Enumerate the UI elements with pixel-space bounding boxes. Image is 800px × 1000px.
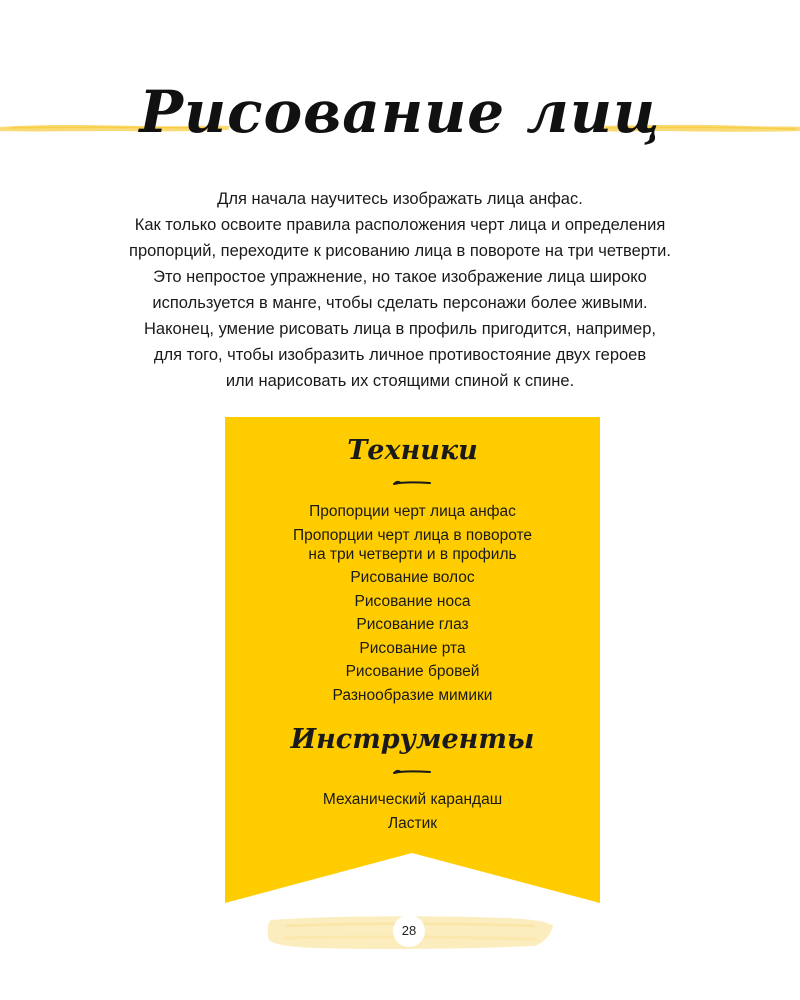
list-item	[225, 526, 600, 564]
intro-line: Это непростое упражнение, но такое изображение лица широко	[153, 268, 647, 286]
list-item-line: Пропорции черт лица в повороте	[292, 526, 533, 544]
intro-line: или нарисовать их стоящими спиной к спине.	[225, 372, 575, 390]
flourish-icon	[392, 479, 432, 487]
info-banner	[225, 417, 600, 903]
list-item: Разнообразие мимики	[332, 686, 493, 704]
tools-list	[225, 790, 600, 837]
list-item: Рисование бровей	[345, 663, 480, 680]
intro-line: Наконец, умение рисовать лица в профиль пригодится, например,	[144, 320, 656, 338]
intro-line: используется в манге, чтобы сделать персонажи более живыми.	[152, 294, 648, 312]
list-item: Рисование носа	[354, 592, 471, 610]
techniques-heading: Техники	[347, 435, 478, 466]
intro-line: Как только освоите правила расположения черт лица и определения	[134, 216, 666, 234]
tools-heading: Инструменты	[290, 724, 535, 755]
techniques-list	[225, 502, 600, 709]
intro-line: для того, чтобы изобразить личное противостояние двух героев	[153, 346, 647, 364]
intro-line: пропорций, переходите к рисованию лица в повороте на три четверти.	[129, 242, 671, 260]
page-number: 28	[393, 915, 425, 947]
list-item-line: на три четверти и в профиль	[308, 545, 517, 563]
intro-line: Для начала научитесь изображать лица анфас.	[217, 190, 583, 208]
page-title: Рисование лиц	[139, 78, 661, 146]
list-item: Рисование глаз	[356, 616, 469, 633]
list-item: Рисование рта	[359, 639, 466, 657]
flourish-icon	[392, 768, 432, 776]
list-item: Механический карандаш	[322, 791, 503, 808]
list-item: Пропорции черт лица анфас	[309, 503, 516, 520]
list-item: Ластик	[387, 814, 438, 832]
intro-paragraph	[60, 186, 740, 394]
list-item: Рисование волос	[350, 569, 475, 586]
